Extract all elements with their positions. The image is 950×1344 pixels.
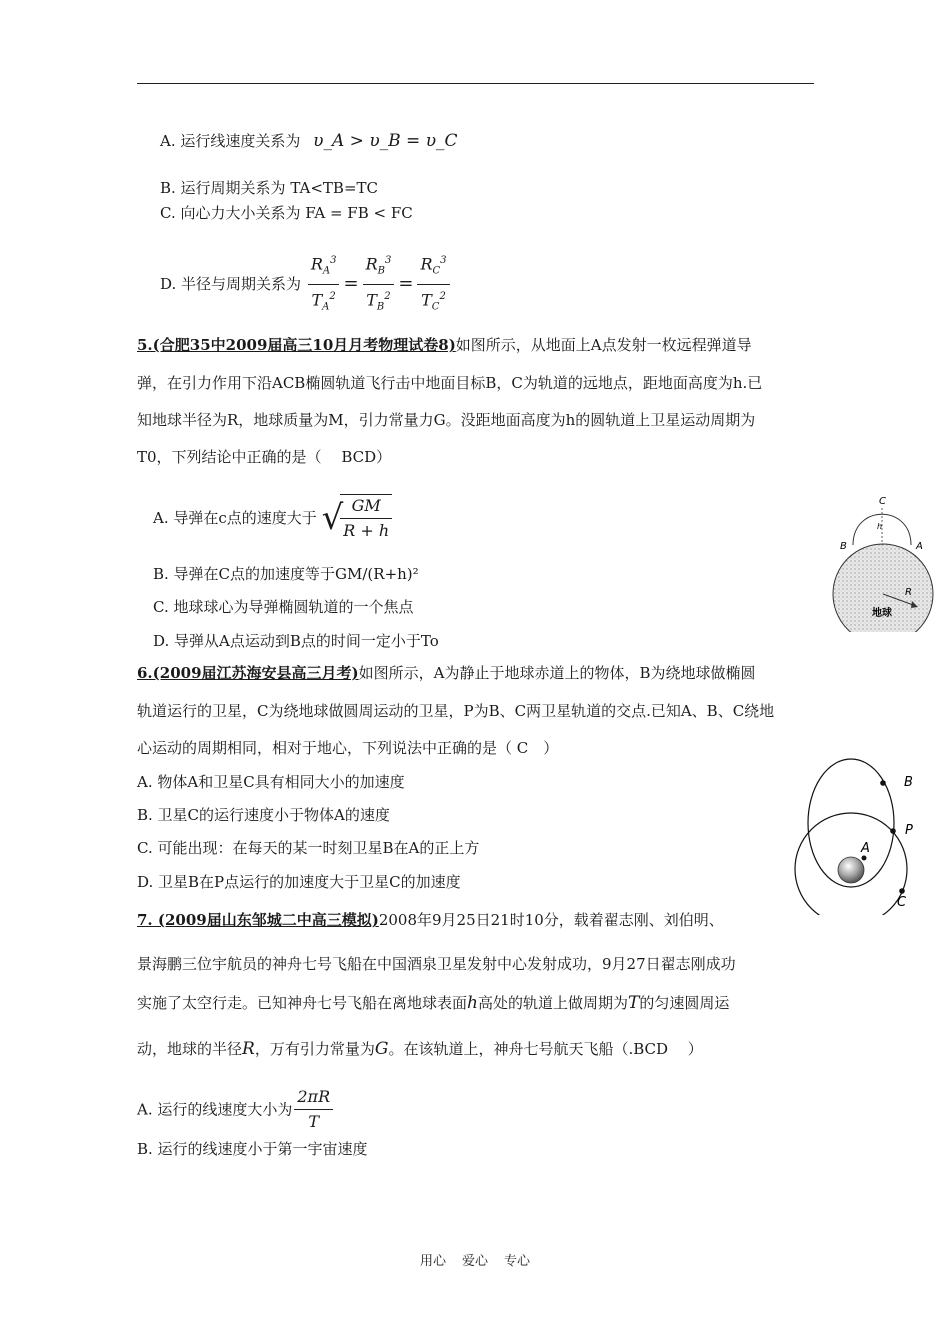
fig5-label-earth: 地球	[872, 608, 892, 619]
point-b	[880, 780, 886, 786]
var-r: R	[242, 1039, 255, 1059]
q4-option-b: B. 运行周期关系为 TA<TB=TC	[160, 179, 378, 197]
q5-line-1: 5.(合肥35中2009届高三10月月考物理试卷8)如图所示，从地面上A点发射一枚远程弹道导	[137, 336, 752, 354]
earth-ball	[838, 857, 864, 883]
q6-line-2: 轨道运行的卫星，C为绕地球做圆周运动的卫星，P为B、C两卫星轨道的交点.已知A、B、C绕地	[137, 702, 775, 720]
fig6-label-a: A	[861, 841, 870, 856]
page-footer	[0, 1250, 950, 1269]
q5-line-3: 知地球半径为R，地球质量为M，引力常量力G。没距地面高度为h的圆轨道上卫星运动周期为	[137, 411, 756, 429]
q5-header: 5.(合肥35中2009届高三10月月考物理试卷8)	[137, 336, 456, 354]
var-g: G	[374, 1039, 389, 1059]
header-rule	[137, 83, 814, 84]
fraction-rb-tb: $\frac{R_B^3}{T_B^2}$	[363, 250, 395, 318]
point-a	[862, 856, 867, 861]
q5-option-b: B. 导弹在C点的加速度等于GM/(R+h)²	[153, 565, 419, 583]
q5-line-4: T0，下列结论中正确的是（ BCD）	[137, 448, 392, 466]
footer-word-1: 用心	[419, 1254, 446, 1269]
var-t: T	[627, 993, 640, 1013]
q5-line-2: 弹，在引力作用下沿ACB椭圆轨道飞行击中地面目标B，C为轨道的远地点，距地面高度为h.已	[137, 374, 763, 392]
fig5-label-h: h	[877, 522, 883, 531]
q6-option-c: C. 可能出现：在每天的某一时刻卫星B在A的正上方	[137, 839, 480, 857]
q6-option-a: A. 物体A和卫星C具有相同大小的加速度	[137, 773, 405, 791]
fig6-label-b: B	[904, 775, 913, 790]
var-h: h	[467, 993, 478, 1013]
q6-orbit-figure	[790, 755, 925, 915]
fig5-label-r: R	[905, 587, 912, 598]
q6-option-d: D. 卫星B在P点运行的加速度大于卫星C的加速度	[137, 873, 461, 891]
footer-word-3: 专心	[504, 1254, 531, 1269]
q6-header: 6.(2009届江苏海安县高三月考)	[137, 664, 359, 682]
point-p	[890, 828, 896, 834]
fig5-label-b: B	[840, 541, 847, 552]
q6-line-1: 6.(2009届江苏海安县高三月考)如图所示，A为静止于地球赤道上的物体，B为绕地球做椭圆	[137, 664, 756, 682]
q4-option-a: A. 运行线速度关系为 υ_A > υ_B = υ_C	[160, 131, 458, 151]
q7-line-2: 景海鹏三位宇航员的神舟七号飞船在中国酒泉卫星发射中心发射成功，9月27日翟志刚成功	[137, 955, 736, 973]
q5-option-c: C. 地球球心为导弹椭圆轨道的一个焦点	[153, 598, 414, 616]
fig5-label-c: C	[879, 496, 886, 507]
q5-option-a: A. 导弹在c点的速度大于 √ $\frac{GM}{R + h}$	[153, 494, 853, 542]
fig5-label-a: A	[916, 541, 923, 552]
fraction-2pir-over-t: $\frac{2\pi R}{T}$	[294, 1086, 333, 1133]
q7-option-b: B. 运行的线速度小于第一宇宙速度	[137, 1140, 368, 1158]
q6-option-b: B. 卫星C的运行速度小于物体A的速度	[137, 806, 390, 824]
q4-option-d: D. 半径与周期关系为 $\frac{R_A^3}{T_A^2}$ = $\frac{R_B^3}{T_B^2}$ = $\frac{R_C^3}{T_C^2}$	[160, 250, 860, 318]
q6-line-3: 心运动的周期相同，相对于地心，下列说法中正确的是（ C ）	[137, 739, 559, 757]
point-c	[899, 888, 905, 894]
sqrt-gm-over-r-plus-h: √ $\frac{GM}{R + h}$	[322, 494, 393, 542]
footer-word-2: 爱心	[461, 1254, 488, 1269]
q7-line-1: 7. (2009届山东邹城二中高三模拟)2008年9月25日21时10分，载着翟志刚、刘伯明、	[137, 911, 724, 929]
q7-header: 7. (2009届山东邹城二中高三模拟)	[137, 911, 379, 929]
q4-option-a-formula: υ_A > υ_B = υ_C	[313, 131, 458, 151]
q5-missile-figure	[826, 492, 941, 632]
fig6-label-p: P	[905, 823, 913, 838]
q7-option-a: A. 运行的线速度大小为 $\frac{2\pi R}{T}$	[137, 1086, 837, 1133]
q7-line-3: 实施了太空行走。已知神舟七号飞船在离地球表面h高处的轨道上做周期为T的匀速圆周运	[137, 993, 730, 1013]
fraction-ra-ta: $\frac{R_A^3}{T_A^2}$	[308, 250, 340, 318]
q7-line-4: 动，地球的半径R，万有引力常量为G。在该轨道上，神舟七号航天飞船（.BCD ）	[137, 1039, 703, 1059]
q4-option-c: C. 向心力大小关系为 FA = FB < FC	[160, 204, 413, 222]
q5-option-d: D. 导弹从A点运动到B点的时间一定小于To	[153, 632, 439, 650]
fig6-label-c: C	[897, 895, 907, 910]
fraction-rc-tc: $\frac{R_C^3}{T_C^2}$	[417, 250, 449, 318]
